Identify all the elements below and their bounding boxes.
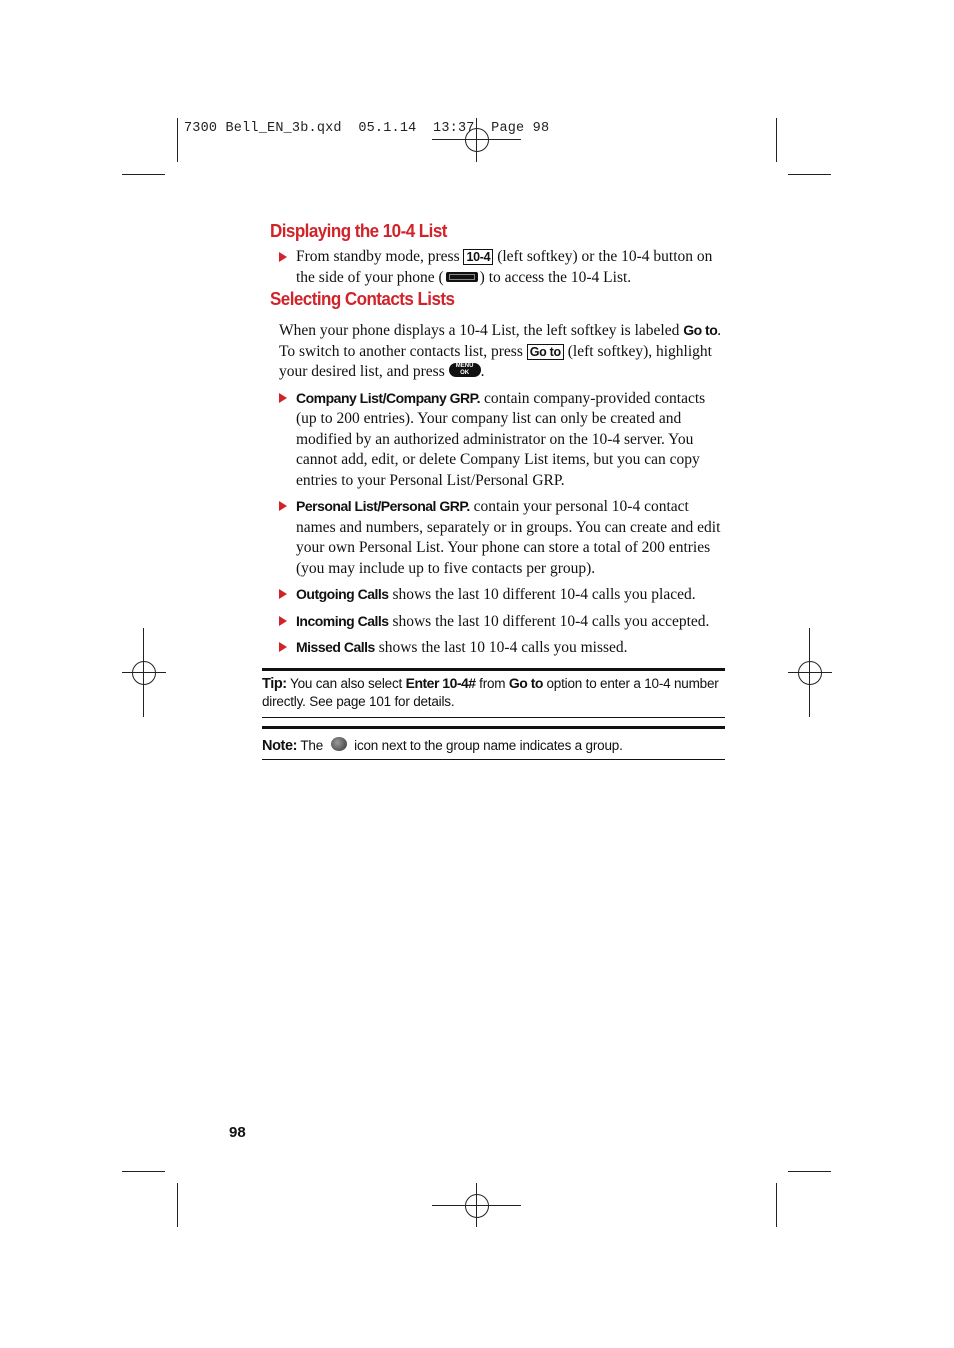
term-description: shows the last 10 10-4 calls you missed. xyxy=(374,639,628,656)
page-content xyxy=(262,220,725,760)
term-personal-list: Personal List/Personal GRP. xyxy=(296,498,470,514)
text-span: When your phone displays a 10-4 List, the left softkey is labeled xyxy=(279,322,684,339)
bullet-arrow-icon xyxy=(279,393,287,403)
menu-icon-label: MENU xyxy=(455,363,474,370)
list-item xyxy=(262,388,725,492)
crop-mark xyxy=(122,174,165,175)
term-outgoing-calls: Outgoing Calls xyxy=(296,586,389,602)
side-button-icon xyxy=(446,272,478,282)
term-description: shows the last 10 different 10-4 calls you accepted. xyxy=(388,612,710,630)
note-label: Note: xyxy=(262,737,298,754)
text-span: from xyxy=(475,675,509,691)
bullet-arrow-icon xyxy=(279,616,287,626)
crop-mark xyxy=(177,118,178,162)
crop-mark xyxy=(788,174,831,175)
tip-strong-enter: Enter 10-4# xyxy=(405,674,476,691)
softkey-10-4: 10-4 xyxy=(463,249,493,265)
section-heading-selecting-lists: Selecting Contacts Lists xyxy=(270,288,455,309)
list-item xyxy=(262,496,725,579)
bullet-arrow-icon xyxy=(279,589,287,599)
list-item xyxy=(262,584,725,606)
softkey-go-to: Go to xyxy=(527,344,564,360)
crop-mark xyxy=(809,628,810,717)
bullet-arrow-icon xyxy=(279,501,287,511)
crop-mark xyxy=(476,1183,477,1227)
registration-mark xyxy=(465,1194,489,1218)
crop-mark xyxy=(122,1171,165,1172)
section-heading-displaying-list: Displaying the 10-4 List xyxy=(270,220,447,241)
term-description: shows the last 10 different 10-4 calls you placed. xyxy=(388,586,696,603)
file-slug: 7300 Bell_EN_3b.qxd 05.1.14 13:37 Page 98 xyxy=(184,121,550,136)
menu-ok-key-icon xyxy=(449,363,481,377)
term-company-list: Company List/Company GRP. xyxy=(296,389,481,406)
crop-mark xyxy=(143,628,144,717)
contacts-list-types xyxy=(262,388,725,659)
crop-mark xyxy=(776,118,777,162)
softkey-label: Go to xyxy=(683,322,718,338)
ok-icon-label: OK xyxy=(460,370,470,377)
tip-box xyxy=(262,668,725,718)
text-span: . xyxy=(480,363,485,380)
registration-mark xyxy=(798,661,822,685)
term-missed-calls: Missed Calls xyxy=(296,639,375,655)
text-span: From standby mode, press xyxy=(296,248,464,265)
page-number: 98 xyxy=(229,1124,246,1141)
crop-mark xyxy=(788,1171,831,1172)
crop-mark xyxy=(177,1183,178,1227)
text-span: You can also select xyxy=(286,675,406,691)
text-span: . To switch to another contacts list, press xyxy=(279,322,722,360)
text-span: ) to access the 10-4 List. xyxy=(479,268,632,286)
list-item xyxy=(262,247,725,288)
list-item xyxy=(262,611,725,633)
bullet-arrow-icon xyxy=(279,642,287,652)
text-span: The xyxy=(297,737,327,753)
text-span: icon next to the group name indicates a group. xyxy=(350,737,623,753)
intro-paragraph xyxy=(279,320,725,383)
text-span: (left softkey) or the 10-4 button on the side of your phone ( xyxy=(296,248,713,286)
tip-label: Tip: xyxy=(262,675,287,692)
group-icon xyxy=(331,737,347,751)
note-box xyxy=(262,726,725,760)
term-description: contain your personal 10-4 contact names and numbers, separately or in groups. You can create and edit your own Personal List. Your phone can store a total of 200 entries (you may include up to five contacts per group). xyxy=(296,498,721,577)
term-incoming-calls: Incoming Calls xyxy=(296,612,389,629)
term-description: contain company-provided contacts (up to 200 entries). Your company list can only be created and modified by an authorized administrator on the 10-4 server. You cannot add, edit, or delete Company List items, but you can copy entries to your Personal List/Personal GRP. xyxy=(296,389,706,489)
text-span: (left softkey), highlight your desired list, and press xyxy=(279,342,712,380)
text-span: option to enter a 10-4 number directly. See page 101 for details. xyxy=(262,675,719,709)
section1-bullets xyxy=(262,247,725,288)
crop-mark xyxy=(776,1183,777,1227)
bullet-arrow-icon xyxy=(279,252,287,262)
tip-strong-go-to: Go to xyxy=(508,674,543,691)
registration-mark xyxy=(132,661,156,685)
crop-mark xyxy=(122,672,166,673)
crop-mark xyxy=(788,672,832,673)
list-item xyxy=(262,637,725,659)
